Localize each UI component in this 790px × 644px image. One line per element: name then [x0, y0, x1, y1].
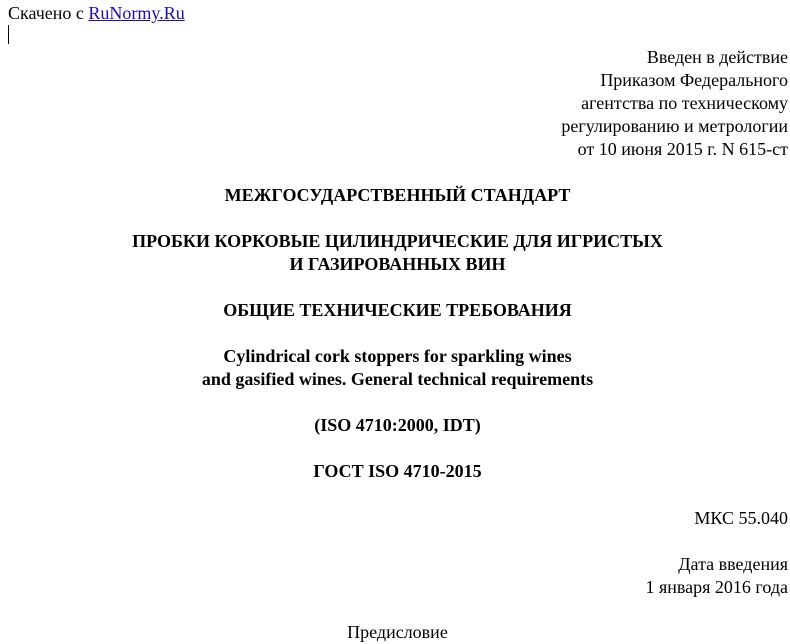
enactment-line: регулированию и метрологии	[561, 116, 788, 136]
enactment-line: Приказом Федерального	[600, 70, 788, 90]
introduction-date-block	[645, 553, 788, 599]
mks-code: МКС 55.040	[694, 508, 788, 528]
enactment-line: агентства по техническому	[581, 93, 788, 113]
title-ru	[0, 230, 790, 276]
enactment-line: от 10 июня 2015 г. N 615-ст	[577, 139, 788, 159]
title-en-line: Cylindrical cork stoppers for sparkling wines	[223, 346, 572, 366]
source-line	[8, 3, 185, 23]
gost-number	[0, 460, 790, 483]
enactment-block	[561, 46, 788, 161]
title-en	[0, 345, 790, 391]
title-en-line: and gasified wines. General technical requirements	[201, 369, 594, 389]
text-cursor	[8, 25, 9, 44]
standard-type-text: МЕЖГОСУДАРСТВЕННЫЙ СТАНДАРТ	[224, 185, 571, 205]
subtitle-ru-text: ОБЩИЕ ТЕХНИЧЕСКИЕ ТРЕБОВАНИЯ	[223, 300, 572, 320]
introduction-line: Дата введения	[678, 554, 788, 574]
source-link[interactable]: RuNormy.Ru	[88, 3, 185, 23]
introduction-line: 1 января 2016 года	[645, 577, 788, 597]
enactment-line: Введен в действие	[646, 47, 788, 67]
title-ru-line: И ГАЗИРОВАННЫХ ВИН	[289, 254, 506, 274]
title-ru-line: ПРОБКИ КОРКОВЫЕ ЦИЛИНДРИЧЕСКИЕ ДЛЯ ИГРИСТЫХ	[132, 231, 663, 251]
subtitle-ru	[0, 299, 790, 322]
standard-type-heading	[0, 184, 790, 207]
source-prefix: Скачено с	[8, 3, 89, 23]
iso-reference-text: (ISO 4710:2000, IDT)	[314, 415, 481, 435]
foreword-heading: Предисловие	[347, 622, 448, 642]
iso-reference	[0, 414, 790, 437]
gost-number-text: ГОСТ ISO 4710-2015	[313, 461, 482, 481]
